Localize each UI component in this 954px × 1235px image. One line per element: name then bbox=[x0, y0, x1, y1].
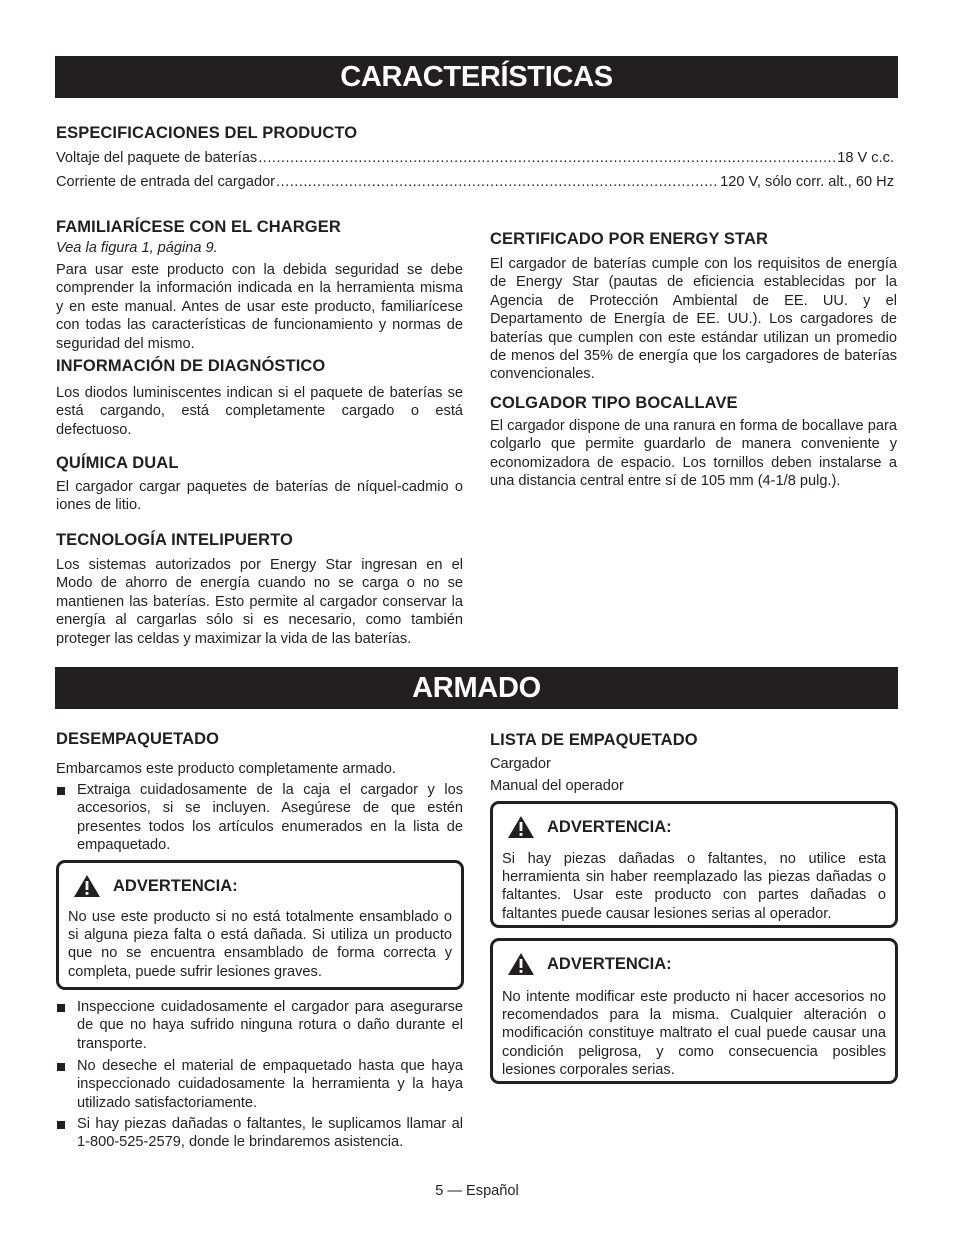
armado-banner: ARMADO bbox=[55, 667, 898, 709]
warning-triangle-icon bbox=[507, 952, 535, 976]
warning-box bbox=[490, 801, 898, 928]
warning-label: ADVERTENCIA: bbox=[113, 876, 238, 895]
warning-triangle-icon bbox=[73, 874, 101, 898]
quimica-heading: QUÍMICA DUAL bbox=[56, 454, 179, 472]
bullet-text: Extraiga cuidadosamente de la caja el cargador y los accesorios, si se incluyen. Asegúrese de que estén presentes todos los artículos enumerados en la lista de empaquetado. bbox=[77, 782, 463, 854]
warning-box bbox=[56, 860, 464, 990]
diagnostico-heading: INFORMACIÓN DE DIAGNÓSTICO bbox=[56, 357, 326, 375]
list-item bbox=[77, 781, 463, 855]
warning-header bbox=[507, 815, 672, 839]
packing-item: Manual del operador bbox=[490, 778, 624, 794]
list-item bbox=[77, 1057, 463, 1112]
colgador-text: El cargador dispone de una ranura en forma de bocallave para colgarlo que permite guardarlo de manera conveniente y economizadora de espacio. Los tornillos deben instalarse a una distancia central entre sí de 105 mm (4-1/8 pulg.). bbox=[490, 418, 897, 490]
warning-box bbox=[490, 938, 898, 1084]
warning-text: No intente modificar este producto ni hacer accesorios no recomendados para la misma. Cualquier alteración o modificación constituye maltrato el cual puede causar una condición peligrosa, y como consecuencia posibles lesiones corporales serias. bbox=[502, 989, 886, 1078]
leader-dots bbox=[258, 149, 836, 167]
bullet-square bbox=[57, 1063, 65, 1071]
bullet-text: Si hay piezas dañadas o faltantes, le suplicamos llamar al 1-800-525-2579, donde le brindaremos asistencia. bbox=[77, 1116, 463, 1151]
desempaquetado-intro: Embarcamos este producto completamente armado. bbox=[56, 761, 396, 777]
page-footer: 5 — Español bbox=[435, 1183, 519, 1199]
list-item bbox=[77, 998, 463, 1053]
spec-row-current bbox=[56, 173, 894, 191]
bullet-text: Inspeccione cuidadosamente el cargador para asegurarse de que no haya sufrido ninguna rotura o daño durante el transporte. bbox=[77, 999, 463, 1052]
figure-reference: Vea la figura 1, página 9. bbox=[56, 240, 218, 256]
energy-star-heading: CERTIFICADO POR ENERGY STAR bbox=[490, 230, 769, 248]
diagnostico-text: Los diodos luminiscentes indican si el paquete de baterías se está cargando, está completamente cargado o está defectuoso. bbox=[56, 385, 463, 438]
intelipuerto-heading: TECNOLOGÍA INTELIPUERTO bbox=[56, 531, 293, 549]
bullet-square bbox=[57, 1121, 65, 1129]
energy-star-text: El cargador de baterías cumple con los requisitos de energía de Energy Star (pautas de eficiencia establecidas por la Agencia de Protección Ambiental de EE. UU. y el Departamento de Energía de EE. UU.). Los cargadores de baterías que cumplen con este estándar utilizan un promedio de menos del 35% de energía que los cargadores de baterías convencionales. bbox=[490, 256, 897, 383]
bullet-square bbox=[57, 787, 65, 795]
warning-triangle-icon bbox=[507, 815, 535, 839]
leader-dots bbox=[276, 173, 719, 191]
bullet-square bbox=[57, 1004, 65, 1012]
warning-label: ADVERTENCIA: bbox=[547, 817, 672, 836]
spec-label: Corriente de entrada del cargador bbox=[56, 174, 276, 190]
list-item bbox=[77, 1115, 463, 1152]
caracteristicas-banner: CARACTERÍSTICAS bbox=[55, 56, 898, 98]
desempaquetado-heading: DESEMPAQUETADO bbox=[56, 730, 220, 748]
warning-label: ADVERTENCIA: bbox=[547, 954, 672, 973]
quimica-text: El cargador cargar paquetes de baterías de níquel-cadmio o iones de litio. bbox=[56, 479, 463, 514]
warning-text: Si hay piezas dañadas o faltantes, no utilice esta herramienta sin haber reemplazado las piezas dañadas o faltantes. Usar este producto con partes dañadas o faltantes puede causar lesiones serias al operador. bbox=[502, 851, 886, 922]
spec-label: Voltaje del paquete de baterías bbox=[56, 150, 258, 166]
colgador-heading: COLGADOR TIPO BOCALLAVE bbox=[490, 394, 738, 412]
specs-heading: ESPECIFICACIONES DEL PRODUCTO bbox=[56, 124, 358, 142]
warning-text: No use este producto si no está totalmente ensamblado o si alguna pieza falta o está dañada. Si utiliza un producto que no se encuentra ensamblado de forma correcta y completa, puede sufrir lesiones graves. bbox=[68, 909, 452, 980]
packing-item: Cargador bbox=[490, 756, 551, 772]
familiarice-text: Para usar este producto con la debida seguridad se debe comprender la información indicada en la herramienta misma y en este manual. Antes de usar este producto, familiarícese con todas las características de funcionamiento y normas de seguridad del mismo. bbox=[56, 262, 463, 352]
spec-value: 18 V c.c. bbox=[837, 150, 894, 166]
warning-header bbox=[507, 952, 672, 976]
spec-value: 120 V, sólo corr. alt., 60 Hz bbox=[720, 174, 894, 190]
spec-row-voltage bbox=[56, 149, 894, 167]
intelipuerto-text: Los sistemas autorizados por Energy Star ingresan en el Modo de ahorro de energía cuando no se carga o no se mantienen las baterías. Esto permite al cargador conservar la energía al cargarlas sólo si es necesario, como también proteger las celdas y maximizar la vida de las baterías. bbox=[56, 557, 463, 647]
lista-heading: LISTA DE EMPAQUETADO bbox=[490, 731, 698, 749]
warning-header bbox=[73, 874, 238, 898]
bullet-text: No deseche el material de empaquetado hasta que haya inspeccionado cuidadosamente la herramienta y la haya utilizado satisfactoriamente. bbox=[77, 1058, 463, 1111]
familiarice-heading: FAMILIARÍCESE CON EL CHARGER bbox=[56, 218, 341, 236]
